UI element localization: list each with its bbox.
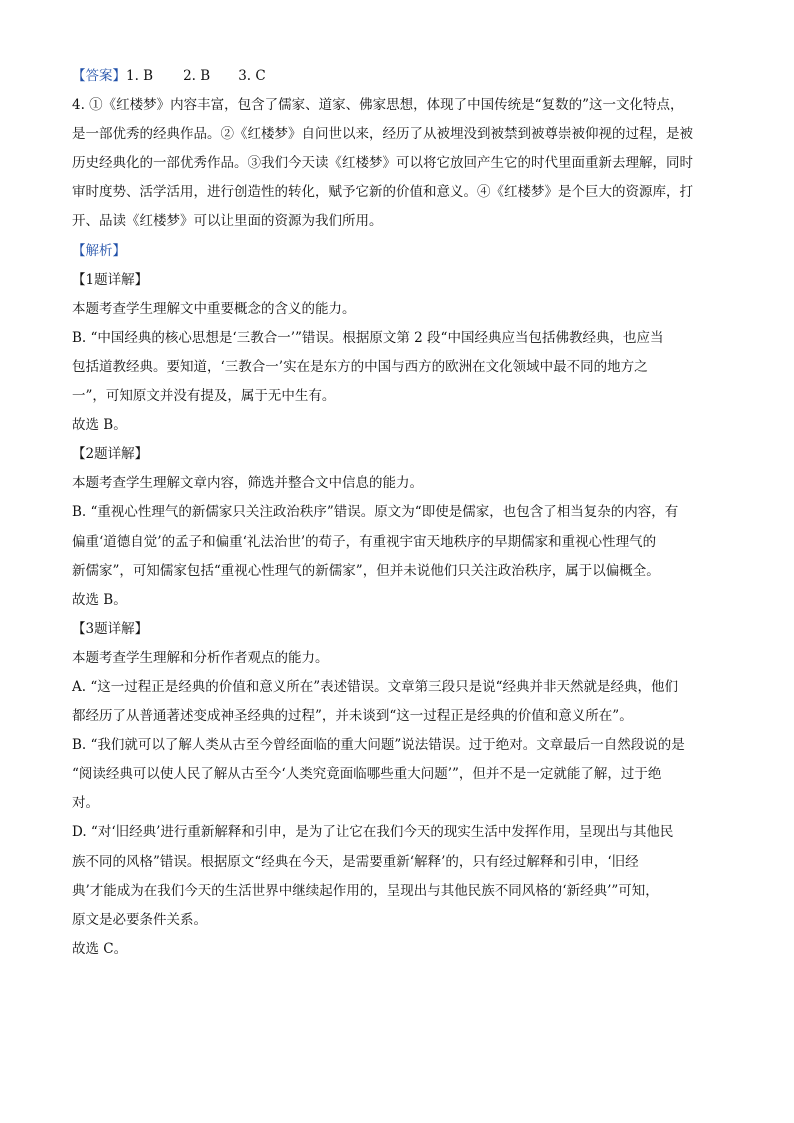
- text-line: 本题考查学生理解和分析作者观点的能力。: [72, 649, 329, 666]
- text-line: B. “重视心性理气的新儒家只关注政治秩序”错误。原文为“即使是儒家，也包含了相当复杂的内容，有: [72, 504, 679, 521]
- text-line: 本题考查学生理解文章内容，筛选并整合文中信息的能力。: [72, 475, 423, 492]
- text-line: 故选 B。: [72, 417, 127, 434]
- text-line: 是一部优秀的经典作品。②《红楼梦》自问世以来，经历了从被埋没到被禁到被尊崇被仰视的过程，是被: [72, 126, 693, 143]
- text-line: 开、品读《红楼梦》可以让里面的资源为我们所用。: [72, 213, 383, 230]
- text-line: 族不同的风格”错误。根据原文“经典在今天，是需要重新‘解释’的，只有经过解释和引申，‘旧经: [72, 853, 639, 870]
- text-line: 包括道教经典。要知道，‘三教合一’实在是东方的中国与西方的欧洲在文化领域中最不同的地方之: [72, 358, 648, 375]
- section-heading: 【2题详解】: [72, 446, 149, 463]
- text-line: 典’才能成为在我们今天的生活世界中继续起作用的，呈现出与其他民族不同风格的‘新经典’”可知，: [72, 882, 659, 899]
- text-line: A. “这一过程正是经典的价值和意义所在”表述错误。文章第三段只是说“经典并非天然就是经典，他们: [72, 678, 679, 695]
- q4-answer: [72, 93, 724, 234]
- answer-item: 2. B: [183, 68, 211, 84]
- text-line: 原文是必要条件关系。: [72, 911, 207, 928]
- text-line: D. “对‘旧经典’进行重新解释和引申，是为了让它在我们今天的现实生活中发挥作用，呈现出与其他民: [72, 824, 674, 841]
- section-heading: 【1题详解】: [72, 271, 149, 288]
- text-line: 偏重‘道德自觉’的孟子和偏重‘礼法治世’的荀子，有重视宇宙天地秩序的早期儒家和重视心性理气的: [72, 533, 657, 550]
- answer-label: 【答案】: [72, 68, 126, 84]
- text-line: “阅读经典可以使人民了解从古至今‘人类究竟面临哪些重大问题’”，但并不是一定就能了解，过于绝: [72, 766, 662, 783]
- text-line: 本题考查学生理解文中重要概念的含义的能力。: [72, 300, 356, 317]
- text-line: B. “我们就可以了解人类从古至今曾经面临的重大问题”说法错误。过于绝对。文章最后一自然段说的是: [72, 737, 685, 754]
- section-heading: 【3题详解】: [72, 620, 149, 637]
- text-line: 故选 C。: [72, 940, 128, 957]
- text-line: 审时度势、活学活用，进行创造性的转化，赋予它新的价值和意义。④《红楼梦》是个巨大的资源库，打: [72, 184, 693, 201]
- section-q2: [72, 442, 724, 612]
- text-line: 都经历了从普通著述变成神圣经典的过程”，并未谈到“这一过程正是经典的价值和意义所在”。: [72, 708, 633, 725]
- answer-line: [72, 64, 724, 89]
- text-line: 新儒家”，可知儒家包括“重视心性理气的新儒家”，但并未说他们只关注政治秩序，属于以偏概全。: [72, 562, 660, 579]
- text-line: 对。: [72, 795, 99, 812]
- document-page: [72, 64, 724, 961]
- answer-item: 3. C: [238, 68, 266, 84]
- section-q3: [72, 617, 724, 962]
- text-line: 4. ①《红楼梦》内容丰富，包含了儒家、道家、佛家思想，体现了中国传统是“复数的”这一文化特点，: [72, 97, 684, 114]
- text-line: 故选 B。: [72, 591, 127, 608]
- analysis-label: 【解析】: [72, 242, 126, 259]
- text-line: 历史经典化的一部优秀作品。③我们今天读《红楼梦》可以将它放回产生它的时代里面重新去理解，同时: [72, 155, 693, 172]
- text-line: B. “中国经典的核心思想是‘三教合一’”错误。根据原文第 2 段“中国经典应当包括佛教经典，也应当: [72, 329, 664, 346]
- text-line: 一”，可知原文并没有提及，属于无中生有。: [72, 388, 336, 405]
- section-q1: [72, 268, 724, 438]
- answer-item: 1. B: [126, 68, 154, 84]
